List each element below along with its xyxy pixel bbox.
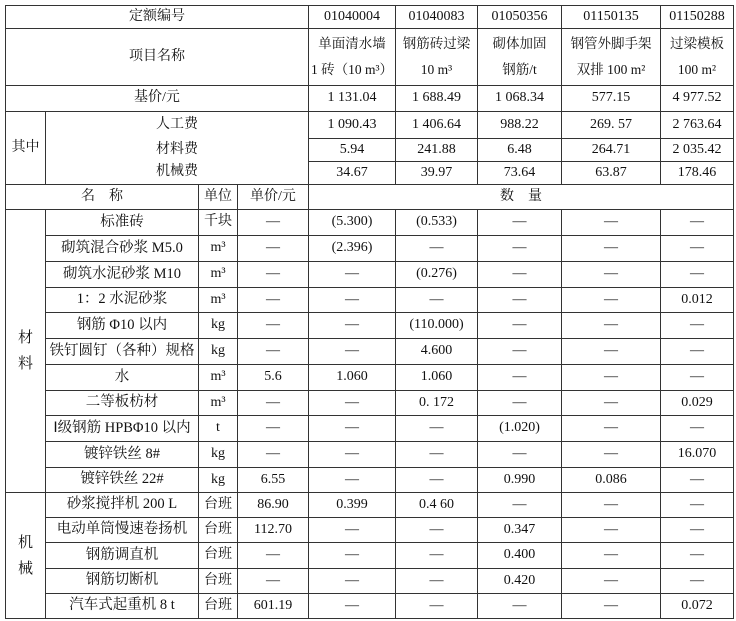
resource-quantity: — bbox=[478, 442, 562, 468]
quota-item-name bbox=[478, 29, 562, 86]
machine-cost: 178.46 bbox=[661, 162, 734, 185]
quota-code-row bbox=[6, 6, 734, 29]
resource-row bbox=[6, 391, 734, 416]
resource-unit-price: — bbox=[238, 543, 309, 569]
resource-quantity: (5.300) bbox=[309, 210, 396, 236]
quota-item-unit-line: 1 砖（10 m³） bbox=[310, 62, 394, 77]
resource-row bbox=[6, 339, 734, 365]
resource-name: 二等板枋材 bbox=[46, 391, 199, 416]
resource-quantity: — bbox=[478, 339, 562, 365]
resource-unit-price: — bbox=[238, 210, 309, 236]
resource-row bbox=[6, 236, 734, 262]
resource-unit-price: — bbox=[238, 236, 309, 262]
quota-item-unit-line: 钢筋/t bbox=[502, 62, 537, 77]
resource-unit: 台班 bbox=[199, 518, 238, 543]
resource-name: 砂浆搅拌机 200 L bbox=[46, 493, 199, 518]
quota-code: 01040004 bbox=[309, 6, 396, 29]
resource-quantity: — bbox=[396, 543, 478, 569]
resource-unit-price: — bbox=[238, 442, 309, 468]
resource-quantity: (1.020) bbox=[478, 416, 562, 442]
resource-row bbox=[6, 313, 734, 339]
resource-row bbox=[6, 442, 734, 468]
quota-item-name-line: 单面清水墙 bbox=[318, 36, 386, 51]
resource-quantity: — bbox=[478, 594, 562, 619]
machine-cost-label: 机械费 bbox=[46, 162, 309, 185]
materials-group-label bbox=[6, 210, 46, 493]
resource-quantity: — bbox=[562, 313, 661, 339]
item-name-label: 项目名称 bbox=[6, 29, 309, 86]
resource-quantity: — bbox=[309, 339, 396, 365]
resource-quantity: — bbox=[661, 518, 734, 543]
resource-unit-price: — bbox=[238, 339, 309, 365]
group-label-char: 料 bbox=[17, 356, 33, 372]
resource-quantity: 0.347 bbox=[478, 518, 562, 543]
quota-code: 01040083 bbox=[396, 6, 478, 29]
resource-quantity: — bbox=[562, 594, 661, 619]
quota-item-name-line: 过梁模板 bbox=[670, 36, 724, 51]
resource-quantity: — bbox=[478, 210, 562, 236]
quota-item-name-line: 钢管外脚手架 bbox=[570, 36, 652, 51]
resource-unit: kg bbox=[199, 468, 238, 493]
group-label-char: 机 bbox=[17, 534, 33, 551]
quota-item-name bbox=[562, 29, 661, 86]
resource-quantity: — bbox=[396, 518, 478, 543]
resource-unit: m³ bbox=[199, 365, 238, 391]
resource-unit-price: 112.70 bbox=[238, 518, 309, 543]
resource-quantity: — bbox=[562, 210, 661, 236]
quota-code: 01050356 bbox=[478, 6, 562, 29]
material-cost: 2 035.42 bbox=[661, 139, 734, 162]
machine-cost: 39.97 bbox=[396, 162, 478, 185]
resource-quantity: — bbox=[478, 313, 562, 339]
resource-quantity: — bbox=[562, 518, 661, 543]
resource-quantity: — bbox=[309, 391, 396, 416]
resource-quantity: 0.086 bbox=[562, 468, 661, 493]
resource-quantity: — bbox=[661, 339, 734, 365]
base-price: 4 977.52 bbox=[661, 86, 734, 112]
quota-item-unit-line: 双排 100 m² bbox=[576, 62, 646, 77]
resource-unit: 台班 bbox=[199, 493, 238, 518]
resource-quantity: 0. 172 bbox=[396, 391, 478, 416]
resource-quantity: — bbox=[661, 543, 734, 569]
machine-cost-row bbox=[6, 162, 734, 185]
resource-quantity: — bbox=[478, 288, 562, 313]
resource-name: 钢筋 Φ10 以内 bbox=[46, 313, 199, 339]
resource-row bbox=[6, 594, 734, 619]
resource-unit: 台班 bbox=[199, 594, 238, 619]
material-cost: 241.88 bbox=[396, 139, 478, 162]
resource-quantity: — bbox=[562, 543, 661, 569]
quota-code: 01150288 bbox=[661, 6, 734, 29]
resource-quantity: — bbox=[478, 262, 562, 288]
resource-quantity: — bbox=[562, 339, 661, 365]
quota-item-name bbox=[309, 29, 396, 86]
resource-unit: m³ bbox=[199, 236, 238, 262]
resource-quantity: — bbox=[661, 493, 734, 518]
labor-cost: 988.22 bbox=[478, 112, 562, 139]
resource-row bbox=[6, 262, 734, 288]
resource-quantity: — bbox=[562, 442, 661, 468]
resource-name: 水 bbox=[46, 365, 199, 391]
machinery-group-label bbox=[6, 493, 46, 619]
resource-quantity: 0.420 bbox=[478, 569, 562, 594]
resource-quantity: 1.060 bbox=[396, 365, 478, 391]
resource-unit: kg bbox=[199, 313, 238, 339]
resource-unit: t bbox=[199, 416, 238, 442]
resource-quantity: — bbox=[661, 236, 734, 262]
resource-row bbox=[6, 569, 734, 594]
resource-quantity: (2.396) bbox=[309, 236, 396, 262]
resource-quantity: — bbox=[309, 262, 396, 288]
material-cost-row bbox=[6, 139, 734, 162]
labor-cost: 1 090.43 bbox=[309, 112, 396, 139]
quota-code: 01150135 bbox=[562, 6, 661, 29]
resource-quantity: — bbox=[396, 594, 478, 619]
resource-name: 标准砖 bbox=[46, 210, 199, 236]
resource-unit-price: — bbox=[238, 262, 309, 288]
resource-unit-price: — bbox=[238, 313, 309, 339]
resource-quantity: 0.990 bbox=[478, 468, 562, 493]
resource-quantity: — bbox=[562, 416, 661, 442]
labor-cost: 1 406.64 bbox=[396, 112, 478, 139]
resource-quantity: 0.4 60 bbox=[396, 493, 478, 518]
machine-cost: 34.67 bbox=[309, 162, 396, 185]
quantity-header: 数 量 bbox=[309, 185, 734, 210]
resource-quantity: — bbox=[562, 493, 661, 518]
resource-quantity: 4.600 bbox=[396, 339, 478, 365]
labor-cost-label: 人工费 bbox=[46, 112, 309, 139]
resource-name: 电动单筒慢速卷扬机 bbox=[46, 518, 199, 543]
resource-quantity: — bbox=[396, 569, 478, 594]
resource-unit: 台班 bbox=[199, 569, 238, 594]
resource-unit-price: 6.55 bbox=[238, 468, 309, 493]
resource-row bbox=[6, 468, 734, 493]
base-price-label: 基价/元 bbox=[6, 86, 309, 112]
machine-cost: 63.87 bbox=[562, 162, 661, 185]
resource-quantity: (110.000) bbox=[396, 313, 478, 339]
resource-name: 钢筋切断机 bbox=[46, 569, 199, 594]
resource-name: 铁钉圆钉（各种）规格 bbox=[46, 339, 199, 365]
resource-unit: m³ bbox=[199, 391, 238, 416]
resource-unit: m³ bbox=[199, 288, 238, 313]
resource-row bbox=[6, 210, 734, 236]
quota-table bbox=[5, 5, 734, 619]
resource-quantity: — bbox=[309, 518, 396, 543]
resource-unit: 台班 bbox=[199, 543, 238, 569]
quota-code-label: 定额编号 bbox=[6, 6, 309, 29]
resource-name: 1：2 水泥砂浆 bbox=[46, 288, 199, 313]
quota-item-unit-line: 100 m² bbox=[677, 62, 717, 77]
labor-cost-row bbox=[6, 112, 734, 139]
resource-quantity: 16.070 bbox=[661, 442, 734, 468]
resource-unit: kg bbox=[199, 339, 238, 365]
base-price: 1 131.04 bbox=[309, 86, 396, 112]
resource-quantity: (0.276) bbox=[396, 262, 478, 288]
resource-name: 镀锌铁丝 8# bbox=[46, 442, 199, 468]
base-price: 1 688.49 bbox=[396, 86, 478, 112]
resource-name: 钢筋调直机 bbox=[46, 543, 199, 569]
resource-quantity: — bbox=[562, 262, 661, 288]
resource-name: Ⅰ级钢筋 HPBΦ10 以内 bbox=[46, 416, 199, 442]
resource-quantity: — bbox=[661, 210, 734, 236]
resource-name-header: 名 称 bbox=[6, 185, 199, 210]
resource-unit-price: — bbox=[238, 416, 309, 442]
resource-quantity: — bbox=[309, 468, 396, 493]
of-which-label: 其中 bbox=[6, 112, 46, 185]
quota-item-unit-line: 10 m³ bbox=[420, 62, 453, 77]
resource-header-row bbox=[6, 185, 734, 210]
resource-quantity: 0.400 bbox=[478, 543, 562, 569]
base-price-row bbox=[6, 86, 734, 112]
resource-quantity: — bbox=[661, 262, 734, 288]
resource-quantity: — bbox=[562, 569, 661, 594]
resource-name: 砌筑水泥砂浆 M10 bbox=[46, 262, 199, 288]
resource-quantity: — bbox=[309, 543, 396, 569]
resource-quantity: — bbox=[478, 365, 562, 391]
unit-price-header: 单价/元 bbox=[238, 185, 309, 210]
resource-name: 砌筑混合砂浆 M5.0 bbox=[46, 236, 199, 262]
quota-item-name bbox=[396, 29, 478, 86]
resource-quantity: — bbox=[309, 416, 396, 442]
resource-quantity: 0.029 bbox=[661, 391, 734, 416]
resource-unit-price: 5.6 bbox=[238, 365, 309, 391]
item-name-row bbox=[6, 29, 734, 86]
labor-cost: 269. 57 bbox=[562, 112, 661, 139]
resource-unit: kg bbox=[199, 442, 238, 468]
resource-quantity: — bbox=[562, 236, 661, 262]
resource-quantity: — bbox=[661, 569, 734, 594]
resource-quantity: — bbox=[309, 288, 396, 313]
resource-unit-price: 86.90 bbox=[238, 493, 309, 518]
material-cost: 6.48 bbox=[478, 139, 562, 162]
resource-row bbox=[6, 493, 734, 518]
resource-quantity: — bbox=[478, 236, 562, 262]
resource-quantity: — bbox=[562, 365, 661, 391]
resource-quantity: 0.399 bbox=[309, 493, 396, 518]
resource-quantity: — bbox=[661, 313, 734, 339]
base-price: 1 068.34 bbox=[478, 86, 562, 112]
resource-quantity: 0.072 bbox=[661, 594, 734, 619]
resource-quantity: — bbox=[309, 594, 396, 619]
resource-name: 镀锌铁丝 22# bbox=[46, 468, 199, 493]
resource-quantity: — bbox=[396, 442, 478, 468]
resource-row bbox=[6, 518, 734, 543]
quota-item-name-line: 钢筋砖过梁 bbox=[402, 36, 471, 51]
resource-quantity: — bbox=[309, 313, 396, 339]
resource-row bbox=[6, 288, 734, 313]
resource-unit-price: — bbox=[238, 569, 309, 594]
resource-quantity: 1.060 bbox=[309, 365, 396, 391]
resource-quantity: — bbox=[309, 442, 396, 468]
resource-quantity: — bbox=[396, 288, 478, 313]
material-cost: 5.94 bbox=[309, 139, 396, 162]
resource-quantity: — bbox=[661, 365, 734, 391]
quota-item-name-line: 砌体加固 bbox=[492, 36, 547, 51]
resource-row bbox=[6, 416, 734, 442]
resource-unit-price: 601.19 bbox=[238, 594, 309, 619]
base-price: 577.15 bbox=[562, 86, 661, 112]
resource-quantity: — bbox=[562, 288, 661, 313]
resource-quantity: — bbox=[396, 416, 478, 442]
group-label-char: 械 bbox=[17, 560, 33, 577]
resource-quantity: — bbox=[478, 391, 562, 416]
material-cost-label: 材料费 bbox=[46, 139, 309, 162]
resource-name: 汽车式起重机 8 t bbox=[46, 594, 199, 619]
unit-header: 单位 bbox=[199, 185, 238, 210]
resource-row bbox=[6, 365, 734, 391]
resource-quantity: — bbox=[309, 569, 396, 594]
machine-cost: 73.64 bbox=[478, 162, 562, 185]
resource-unit: m³ bbox=[199, 262, 238, 288]
group-label-char: 材 bbox=[17, 330, 33, 346]
resource-unit: 千块 bbox=[199, 210, 238, 236]
quota-item-name bbox=[661, 29, 734, 86]
labor-cost: 2 763.64 bbox=[661, 112, 734, 139]
resource-unit-price: — bbox=[238, 391, 309, 416]
resource-quantity: — bbox=[396, 236, 478, 262]
resource-quantity: 0.012 bbox=[661, 288, 734, 313]
resource-quantity: — bbox=[661, 416, 734, 442]
resource-quantity: — bbox=[478, 493, 562, 518]
resource-unit-price: — bbox=[238, 288, 309, 313]
resource-row bbox=[6, 543, 734, 569]
resource-quantity: — bbox=[562, 391, 661, 416]
resource-quantity: (0.533) bbox=[396, 210, 478, 236]
resource-quantity: — bbox=[396, 468, 478, 493]
material-cost: 264.71 bbox=[562, 139, 661, 162]
resource-quantity: — bbox=[661, 468, 734, 493]
